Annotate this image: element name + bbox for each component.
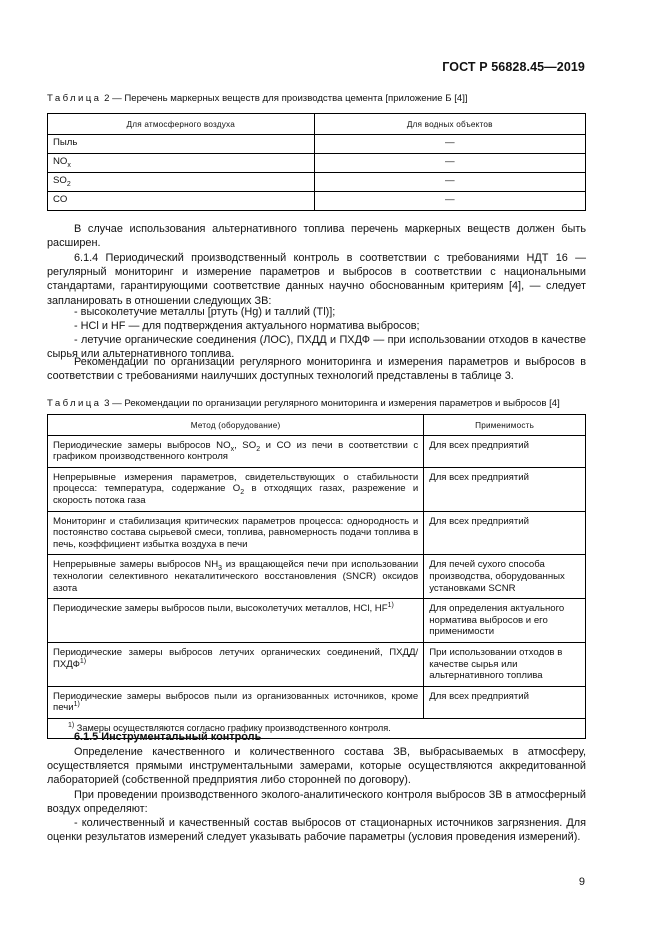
- table2-cell-water: —: [314, 134, 585, 153]
- table-row: [48, 172, 586, 191]
- table2-cell-water: —: [314, 191, 585, 210]
- bullet-item: - количественный и качественный состав выбросов от стационарных источников загрязнения. Для оценки результатов измерений следует указывать рабочие параметры (условия проведения измерений).: [47, 817, 586, 844]
- table2-cell-water: —: [314, 172, 585, 191]
- table2-cell-substance: $NO_x$: [48, 153, 315, 172]
- table-row: [48, 435, 586, 467]
- table-row: [48, 134, 586, 153]
- table3-caption-text: 3 — Рекомендации по организации регулярного мониторинга и измерения параметров и выбросов [4]: [104, 398, 560, 409]
- table3-cell-method: Периодические замеры выбросов $NO_x$, $SO_2$ и CO из печи в соответствии с графиком производственного контроля: [48, 435, 424, 467]
- table3-cell-applicability: Для всех предприятий: [424, 511, 586, 555]
- table3-header-row: [48, 415, 586, 436]
- paragraph: При проведении производственного эколого-аналитического контроля выбросов ЗВ в атмосферный воздух определяют:: [47, 789, 586, 816]
- paragraph: В случае использования альтернативного топлива перечень маркерных веществ должен быть расширен.: [47, 223, 586, 250]
- table-row: [48, 599, 586, 643]
- bullet-item: - HCl и HF — для подтверждения актуального норматива выбросов;: [74, 320, 420, 332]
- table3-cell-method: Непрерывные измерения параметров, свидетельствующих о стабильности процесса: температура, содержание $O_2$ в отходящих газах, разрежение и скорость потока газа: [48, 467, 424, 511]
- table3-cell-applicability: При использовании отходов в качестве сырья или альтернативного топлива: [424, 642, 586, 686]
- paragraph: Рекомендации по организации регулярного мониторинга и измерения параметров и выбросов в соответствии с требованиями наилучших доступных технологий представлены в таблице 3.: [47, 356, 586, 383]
- table-row: [48, 642, 586, 686]
- table2-cell-substance: Пыль: [48, 134, 315, 153]
- table-row: [48, 191, 586, 210]
- table3-cell-applicability: Для всех предприятий: [424, 686, 586, 718]
- table-row: [48, 467, 586, 511]
- section-heading: 6.1.5 Инструментальный контроль: [74, 731, 262, 743]
- table2-col1-header: Для атмосферного воздуха: [48, 114, 315, 135]
- table3: [47, 414, 586, 739]
- table2-header-row: [48, 114, 586, 135]
- table3-caption-label: Таблица: [47, 398, 102, 409]
- table3-cell-applicability: Для печей сухого способа производства, оборудованных установками SCNR: [424, 555, 586, 599]
- table3-cell-applicability: Для всех предприятий: [424, 467, 586, 511]
- table3-cell-method: Периодические замеры выбросов пыли из организованных источников, кроме печи$^{1)}$: [48, 686, 424, 718]
- table3-footnote: $^{1)}$ Замеры осуществляются согласно графику производственного контроля.: [48, 718, 586, 739]
- table-row: [48, 153, 586, 172]
- document-header: ГОСТ Р 56828.45—2019: [442, 60, 585, 74]
- table2-cell-substance: CO: [48, 191, 315, 210]
- table3-cell-method: Периодические замеры выбросов летучих органических соединений, ПХДД/ПХДФ$^{1)}$: [48, 642, 424, 686]
- table2-cell-water: —: [314, 153, 585, 172]
- table2: [47, 113, 586, 211]
- table3-col2-header: Применимость: [424, 415, 586, 436]
- bullet-item: - высоколетучие металлы [ртуть (Hg) и таллий (Tl)];: [74, 306, 336, 318]
- table3-cell-applicability: Для всех предприятий: [424, 435, 586, 467]
- table2-caption-label: Таблица: [47, 93, 102, 104]
- table3-col1-header: Метод (оборудование): [48, 415, 424, 436]
- table3-cell-method: Периодические замеры выбросов пыли, высоколетучих металлов, HCl, HF$^{1)}$: [48, 599, 424, 643]
- table2-caption-text: 2 — Перечень маркерных веществ для производства цемента [приложение Б [4]]: [104, 93, 468, 104]
- table2-col2-header: Для водных объектов: [314, 114, 585, 135]
- bullet-item: - летучие органические соединения (ЛОС), ПХДД и ПХДФ — при использовании отходов в качестве сырья или альтернативного топлива.: [47, 334, 586, 361]
- paragraph-6-1-4: 6.1.4 Периодический производственный контроль в соответствии с требованиями НДТ 16 — регулярный мониторинг и измерение параметров и выбросов в соответствии с национальными стандартами, гарантирующими соответствие данных научно обоснованным критериям [4], — следует запланировать в отношении следующих ЗВ:: [47, 252, 586, 307]
- table-row: [48, 686, 586, 718]
- table3-cell-method: Мониторинг и стабилизация критических параметров процесса: однородность и постоянство состава сырьевой смеси, топлива, равномерность подачи топлива в печь, коэффициент избытка воздуха в печи: [48, 511, 424, 555]
- page-number: 9: [578, 876, 585, 888]
- table-row: [48, 555, 586, 599]
- table3-caption: [47, 398, 560, 409]
- table-row: [48, 511, 586, 555]
- paragraph: Определение качественного и количественного состава ЗВ, выбрасываемых в атмосферу, осуществляется прямыми инструментальными замерами, которые осуществляются аккредитованной лабораторией (собственной предприятия либо сторонней по договору).: [47, 746, 586, 787]
- table2-cell-substance: $SO_2$: [48, 172, 315, 191]
- table2-caption: [47, 93, 468, 104]
- table3-cell-method: Непрерывные замеры выбросов $NH_3$ из вращающейся печи при использовании технологии селективного некаталитического восстановления (SNCR) оксидов азота: [48, 555, 424, 599]
- table3-cell-applicability: Для определения актуального норматива выбросов и его применимости: [424, 599, 586, 643]
